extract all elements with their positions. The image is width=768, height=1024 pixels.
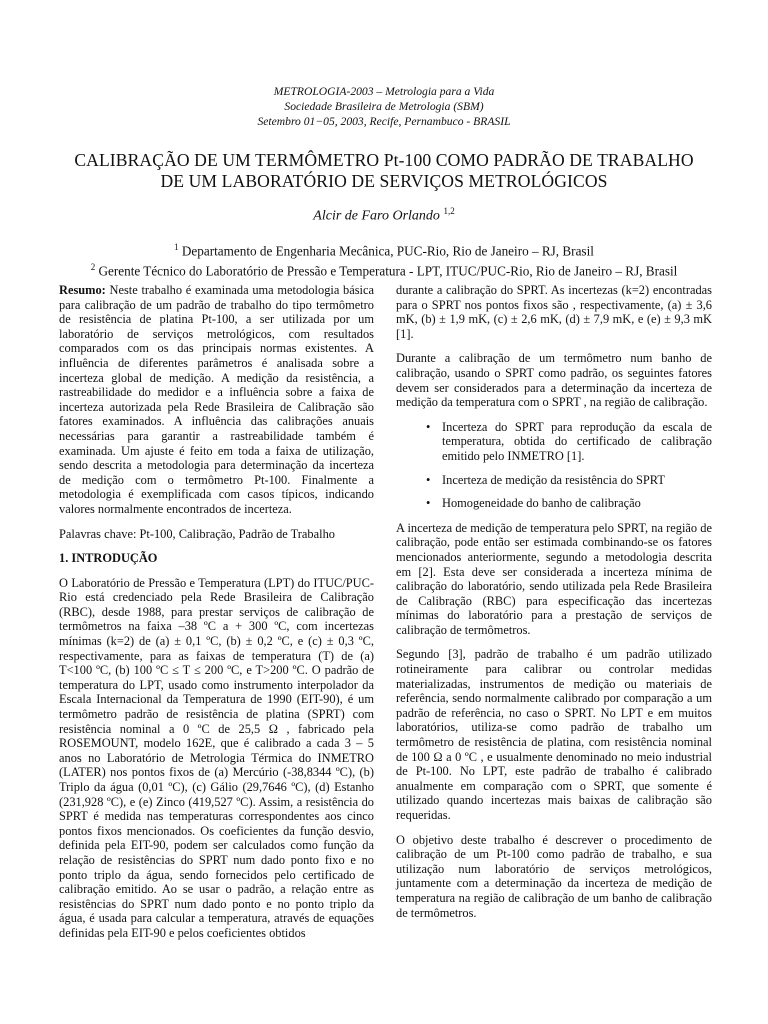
list-item <box>396 420 712 464</box>
list-item-text: Incerteza de medição da resistência do SPRT <box>442 472 665 487</box>
title-line-1: CALIBRAÇÃO DE UM TERMÔMETRO Pt-100 COMO PADRÃO DE TRABALHO <box>74 150 694 170</box>
paragraph-uncertainties: durante a calibração do SPRT. As incertezas (k=2) encontradas para o SPRT nos pontos fixos são , respectivamente, (a) ± 3,6 mK, (b) ± 1,9 mK, (c) ± 2,6 mK, (d) ± 7,9 mK, e (e) ± 9,3 mK [1]. <box>396 283 712 341</box>
affiliation-2 <box>0 259 768 279</box>
list-item <box>396 496 712 511</box>
intro-paragraph: O Laboratório de Pressão e Temperatura (LPT) do ITUC/PUC-Rio está credenciado pela Rede Brasileira de Calibração (RBC), desde 1988, para prestar serviços de calibração de termômetros na faixa –38 ºC a + 300 ºC, com incertezas mínimas (k=2) de (a) ± 0,1 ºC, (b) ± 0,2 ºC, e (c) ± 0,3 ºC, respectivamente, para as faixas de temperatura (T) de (a) T<100 ºC, (b) 100 ºC ≤ T ≤ 200 ºC, e T>200 ºC. O padrão de temperatura do LPT, usado como instrumento interpolador da Escala Internacional da Temperatura de 1990 (EIT-90), é um termômetro padrão de resistência de platina (SPRT) com resistência nominal a 0 ºC de 25,5 Ω , fabricado pela ROSEMOUNT, modelo 162E, que é calibrado a cada 3 – 5 anos no Laboratório de Metrologia Térmica do INMETRO (LATER) nos pontos fixos de (a) Mercúrio (-38,8344 ºC), (b) Triplo da água (0,01 ºC), (c) Gálio (29,7646 ºC), (d) Estanho (231,928 ºC), e (e) Zinco (419,527 ºC). Assim, a resistência do SPRT é medida nas temperaturas correspondentes aos cinco pontos fixos mencionados. Os coeficientes da função desvio, definida pela EIT-90, podem ser calculados como função da relação de resistências do SPRT num dado ponto fixo e no ponto triplo da água, sendo fornecidos pelo certificado de calibração emitido. Ao se usar o padrão, a relação entre as resistências do SPRT num dado ponto e no ponto triplo da água, é usada para calcular a temperatura, através de equações definidas pela EIT-90 e pelos coeficientes obtidos <box>59 575 374 940</box>
affiliation-mark: 2 <box>90 262 96 273</box>
conference-name: METROLOGIA-2003 – Metrologia para a Vida <box>273 85 495 98</box>
title-line-2: DE UM LABORATÓRIO DE SERVIÇOS METROLÓGICOS <box>160 171 608 191</box>
conference-header <box>0 84 768 129</box>
affiliation-text: Gerente Técnico do Laboratório de Pressão e Temperatura - LPT, ITUC/PUC-Rio, Rio de Janeiro – RJ, Brasil <box>98 263 678 279</box>
paper-title <box>40 150 728 192</box>
section-heading-introduction: 1. INTRODUÇÃO <box>59 551 158 566</box>
paragraph-working-standard: Segundo [3], padrão de trabalho é um padrão utilizado rotineiramente para calibrar ou controlar medidas materializadas, instrumentos de medição ou materiais de referência, sendo normalmente calibrado por comparação a um padrão de referência, no caso o SPRT. No LPT e em muitos laboratórios, utiliza-se como padrão de trabalho um termômetro de resistência de platina, com resistência nominal de 100 Ω a 0 ºC , e usualmente denominado no meio industrial de Pt-100. No LPT, este padrão de trabalho é calibrado anualmente em comparação com o SPRT, que somente é utilizado quando incertezas mais baixas de calibração são requeridas. <box>396 647 712 822</box>
abstract <box>59 283 374 517</box>
conference-society: Sociedade Brasileira de Metrologia (SBM) <box>284 100 484 113</box>
affiliation-mark: 1 <box>174 242 179 252</box>
paragraph-combined-uncertainty: A incerteza de medição de temperatura pelo SPRT, na região de calibração, pode então ser estimada combinando-se os fatores mencionados anteriormente, segundo a metodologia descrita em [2]. Esta deve ser considerada a incerteza mínima de calibração do laboratório, sendo utilizada pela Rede Brasileira de Calibração (RBC) para especificação das incertezas mínimas do laboratório para a prestação de serviços de calibração de termômetros. <box>396 520 712 637</box>
bullet-icon: • <box>426 419 431 434</box>
list-item <box>396 473 712 488</box>
list-item-text: Homogeneidade do banho de calibração <box>442 496 641 511</box>
left-column <box>59 283 374 951</box>
affiliations <box>0 239 768 280</box>
factors-list <box>396 420 712 511</box>
right-column <box>396 283 712 930</box>
bullet-icon: • <box>426 472 431 487</box>
keywords: Palavras chave: Pt-100, Calibração, Padrão de Trabalho <box>59 526 335 541</box>
affiliation-1 <box>0 239 768 259</box>
author-name: Alcir de Faro Orlando <box>313 208 440 224</box>
bullet-icon: • <box>426 496 431 511</box>
paragraph-objective: O objetivo deste trabalho é descrever o procedimento de calibração de um Pt-100 como padrão de trabalho, e sua utilização num laboratório de serviços metrológicos, juntamente com a determinação da incerteza de medição de temperatura na região de calibração de um banho de calibração de termômetros. <box>396 832 712 920</box>
abstract-text: Neste trabalho é examinada uma metodologia básica para calibração de um padrão de trabalho do tipo termômetro de resistência de platina Pt-100, a ser utilizada por um laboratório de serviços metrológicos, com resultados comparados com os das principais normas existentes. A influência de diferentes parâmetros é analisada sobre a incerteza global de medição. A medição da resistência, a rastreabilidade do medidor e a influência sobre a faixa de incerteza autorizada pela Rede Brasileira de Calibração são fatores examinados. A influência das calibrações anuais necessárias para garantir a rastreabilidade também é examinada. Um ajuste é feito em toda a faixa de utilização, sendo descrita a metodologia para determinação da incerteza de medição com o termômetro Pt-100. Finalmente a metodologia é exemplificada com casos típicos, indicando valores normalmente encontrados de incerteza. <box>59 283 374 516</box>
conference-date-place: Setembro 01−05, 2003, Recife, Pernambuco - BRASIL <box>257 115 511 128</box>
paragraph-calibration-factors: Durante a calibração de um termômetro num banho de calibração, usando o SPRT como padrão, os seguintes fatores devem ser considerados para a determinação da incerteza de medição da temperatura com o SPRT , na região de calibração. <box>396 351 712 410</box>
list-item-text: Incerteza do SPRT para reprodução da escala de temperatura, obtida do certificado de calibração emitido pelo INMETRO [1]. <box>442 419 712 463</box>
affiliation-text: Departamento de Engenharia Mecânica, PUC-Rio, Rio de Janeiro – RJ, Brasil <box>181 243 594 259</box>
author-affiliation-marks: 1,2 <box>443 206 455 216</box>
author-line <box>0 206 768 225</box>
abstract-label: Resumo: <box>59 283 106 297</box>
